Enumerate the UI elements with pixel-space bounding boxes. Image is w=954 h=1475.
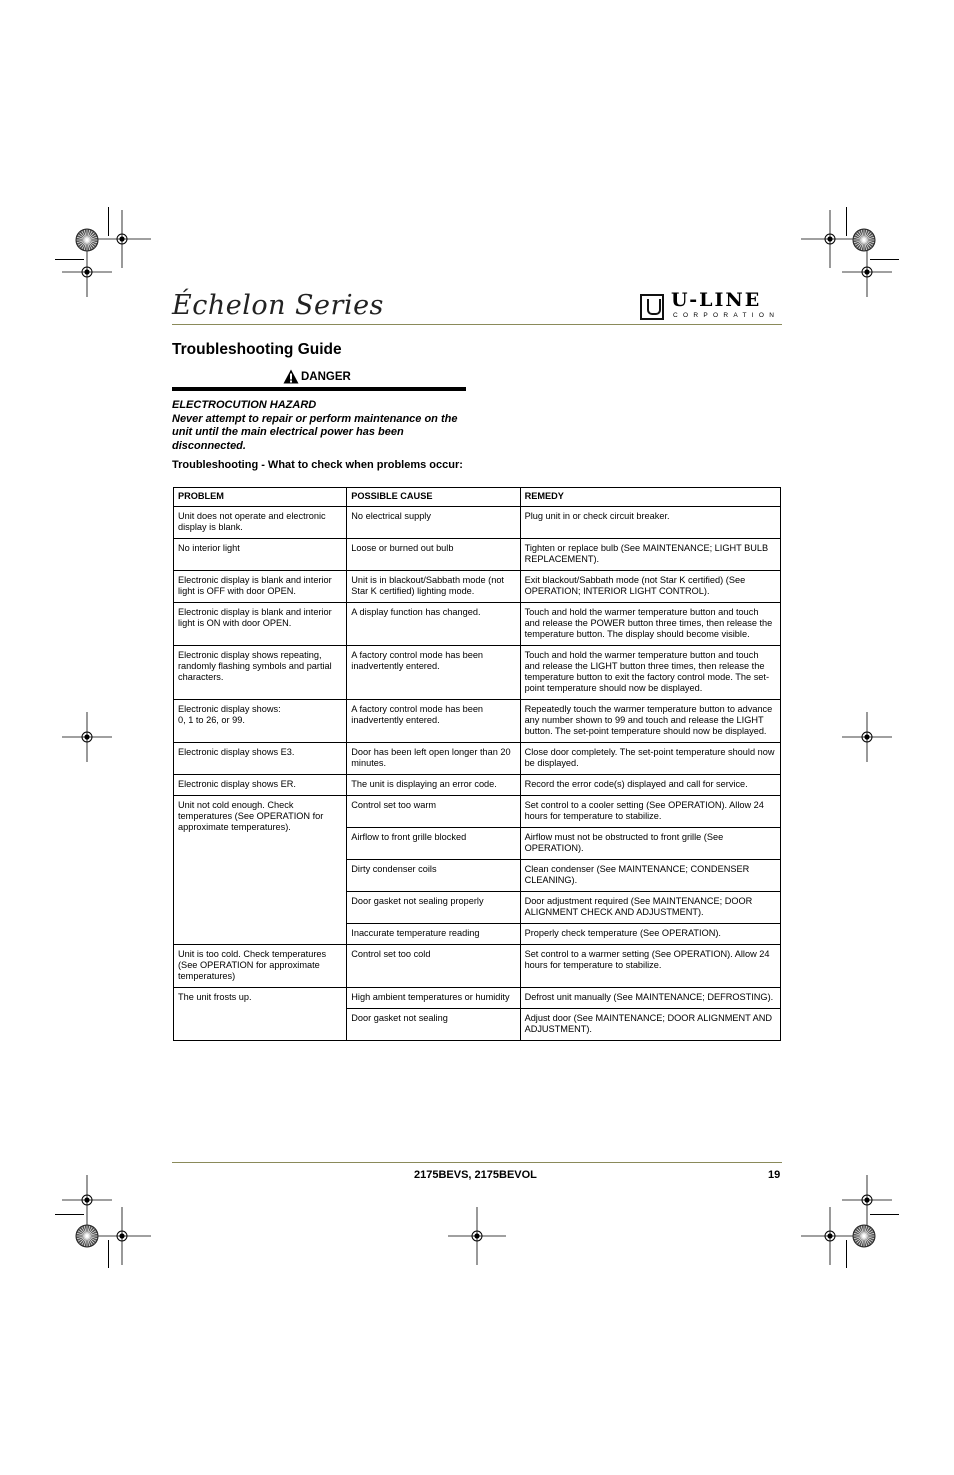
cause-cell: Door gasket not sealing properly bbox=[347, 892, 520, 924]
crop-line bbox=[846, 1240, 847, 1268]
cause-cell: The unit is displaying an error code. bbox=[347, 775, 520, 796]
crop-line bbox=[108, 1240, 109, 1268]
cause-cell: No electrical supply bbox=[347, 507, 520, 539]
cause-cell: A display function has changed. bbox=[347, 603, 520, 646]
cause-cell: Inaccurate temperature reading bbox=[347, 924, 520, 945]
remedy-cell: Door adjustment required (See MAINTENANCE; DOOR ALIGNMENT CHECK AND ADJUSTMENT). bbox=[520, 892, 780, 924]
table-row bbox=[174, 539, 781, 571]
brand-name: U-LINE bbox=[671, 289, 762, 311]
cause-cell: Loose or burned out bulb bbox=[347, 539, 520, 571]
remedy-cell: Exit blackout/Sabbath mode (not Star K certified) (See OPERATION; INTERIOR LIGHT CONTROL). bbox=[520, 571, 780, 603]
footer-model-numbers: 2175BEVS, 2175BEVOL bbox=[414, 1169, 537, 1181]
problem-cell: Unit is too cold. Check temperatures (See OPERATION for approximate temperatures) bbox=[174, 945, 347, 988]
remedy-cell: Close door completely. The set-point temperature should now be displayed. bbox=[520, 743, 780, 775]
remedy-cell: Set control to a warmer setting (See OPERATION). Allow 24 hours for temperature to stabilize. bbox=[520, 945, 780, 988]
remedy-cell: Properly check temperature (See OPERATION). bbox=[520, 924, 780, 945]
cause-cell: A factory control mode has been inadvertently entered. bbox=[347, 700, 520, 743]
crop-line bbox=[55, 1214, 84, 1215]
brand-logo-icon bbox=[640, 294, 664, 320]
color-target-icon bbox=[75, 1224, 99, 1248]
problem-cell: Electronic display shows: 0, 1 to 26, or 99. bbox=[174, 700, 347, 743]
cause-cell: Dirty condenser coils bbox=[347, 860, 520, 892]
registration-mark-icon bbox=[801, 1207, 859, 1265]
danger-text: DANGER bbox=[301, 370, 351, 383]
registration-mark-icon bbox=[62, 712, 112, 762]
color-target-icon bbox=[75, 228, 99, 252]
page-title: Troubleshooting Guide bbox=[172, 341, 342, 358]
registration-mark-icon bbox=[842, 247, 892, 297]
remedy-cell: Clean condenser (See MAINTENANCE; CONDENSER CLEANING). bbox=[520, 860, 780, 892]
registration-mark-icon bbox=[842, 712, 892, 762]
color-target-icon bbox=[852, 1224, 876, 1248]
table-row bbox=[174, 775, 781, 796]
brand-subtitle: CORPORATION bbox=[673, 312, 780, 319]
cause-cell: Door gasket not sealing bbox=[347, 1009, 520, 1041]
table-row bbox=[174, 700, 781, 743]
header-problem: PROBLEM bbox=[174, 488, 347, 507]
hazard-title: ELECTROCUTION HAZARD bbox=[172, 399, 317, 411]
problem-cell: No interior light bbox=[174, 539, 347, 571]
cause-cell: Control set too warm bbox=[347, 796, 520, 828]
table-row bbox=[174, 571, 781, 603]
header-cause: POSSIBLE CAUSE bbox=[347, 488, 520, 507]
danger-label bbox=[283, 369, 351, 384]
remedy-cell: Set control to a cooler setting (See OPERATION). Allow 24 hours for temperature to stabilize. bbox=[520, 796, 780, 828]
brand-logo bbox=[640, 289, 782, 322]
problem-cell: Unit does not operate and electronic display is blank. bbox=[174, 507, 347, 539]
remedy-cell: Plug unit in or check circuit breaker. bbox=[520, 507, 780, 539]
problem-cell: Electronic display shows E3. bbox=[174, 743, 347, 775]
crop-line bbox=[870, 1214, 899, 1215]
cause-cell: Door has been left open longer than 20 minutes. bbox=[347, 743, 520, 775]
remedy-cell: Repeatedly touch the warmer temperature button to advance any number shown to 99 and touch and release the LIGHT button. The set-point temperature should now be displayed. bbox=[520, 700, 780, 743]
problem-cell: Electronic display shows repeating, randomly flashing symbols and partial characters. bbox=[174, 646, 347, 700]
registration-mark-icon bbox=[448, 1207, 506, 1265]
crop-line bbox=[846, 207, 847, 236]
remedy-cell: Adjust door (See MAINTENANCE; DOOR ALIGNMENT AND ADJUSTMENT). bbox=[520, 1009, 780, 1041]
problem-cell: Electronic display is blank and interior light is OFF with door OPEN. bbox=[174, 571, 347, 603]
table-row bbox=[174, 796, 781, 828]
danger-rule bbox=[172, 387, 466, 391]
table-row bbox=[174, 743, 781, 775]
crop-line bbox=[108, 207, 109, 236]
hazard-text: Never attempt to repair or perform maintenance on the unit until the main electrical power has been disconnected. bbox=[172, 412, 458, 452]
problem-cell: Electronic display shows ER. bbox=[174, 775, 347, 796]
section-subheading: Troubleshooting - What to check when problems occur: bbox=[172, 459, 463, 471]
remedy-cell: Airflow must not be obstructed to front grille (See OPERATION). bbox=[520, 828, 780, 860]
crop-line bbox=[870, 259, 899, 260]
header-remedy: REMEDY bbox=[520, 488, 780, 507]
crop-line bbox=[55, 259, 84, 260]
series-logo: Échelon Series bbox=[172, 290, 384, 321]
remedy-cell: Defrost unit manually (See MAINTENANCE; DEFROSTING). bbox=[520, 988, 780, 1009]
registration-mark-icon bbox=[93, 1207, 151, 1265]
cause-cell: Unit is in blackout/Sabbath mode (not Star K certified) lighting mode. bbox=[347, 571, 520, 603]
table-row bbox=[174, 988, 781, 1009]
table-row bbox=[174, 646, 781, 700]
table-row bbox=[174, 603, 781, 646]
header-rule bbox=[172, 324, 782, 325]
registration-mark-icon bbox=[62, 247, 112, 297]
remedy-cell: Tighten or replace bulb (See MAINTENANCE; LIGHT BULB REPLACEMENT). bbox=[520, 539, 780, 571]
remedy-cell: Touch and hold the warmer temperature button and touch and release the LIGHT button three times, then release the temperature button to exit the factory control mode. The set-point temperature should now be displayed. bbox=[520, 646, 780, 700]
table-header-row bbox=[174, 488, 781, 507]
footer-rule bbox=[172, 1162, 782, 1163]
hazard-warning bbox=[172, 399, 472, 453]
cause-cell: High ambient temperatures or humidity bbox=[347, 988, 520, 1009]
problem-cell: The unit frosts up. bbox=[174, 988, 347, 1041]
troubleshooting-table bbox=[173, 487, 781, 1041]
color-target-icon bbox=[852, 228, 876, 252]
problem-cell: Electronic display is blank and interior light is ON with door OPEN. bbox=[174, 603, 347, 646]
cause-cell: Airflow to front grille blocked bbox=[347, 828, 520, 860]
cause-cell: A factory control mode has been inadvertently entered. bbox=[347, 646, 520, 700]
remedy-cell: Touch and hold the warmer temperature button and touch and release the POWER button three times, then release the temperature button. The display should become visible. bbox=[520, 603, 780, 646]
problem-cell: Unit not cold enough. Check temperatures (See OPERATION for approximate temperatures). bbox=[174, 796, 347, 945]
remedy-cell: Record the error code(s) displayed and call for service. bbox=[520, 775, 780, 796]
table-row bbox=[174, 945, 781, 988]
page-number: 19 bbox=[768, 1169, 781, 1181]
table-row bbox=[174, 507, 781, 539]
cause-cell: Control set too cold bbox=[347, 945, 520, 988]
warning-triangle-icon bbox=[283, 369, 299, 384]
